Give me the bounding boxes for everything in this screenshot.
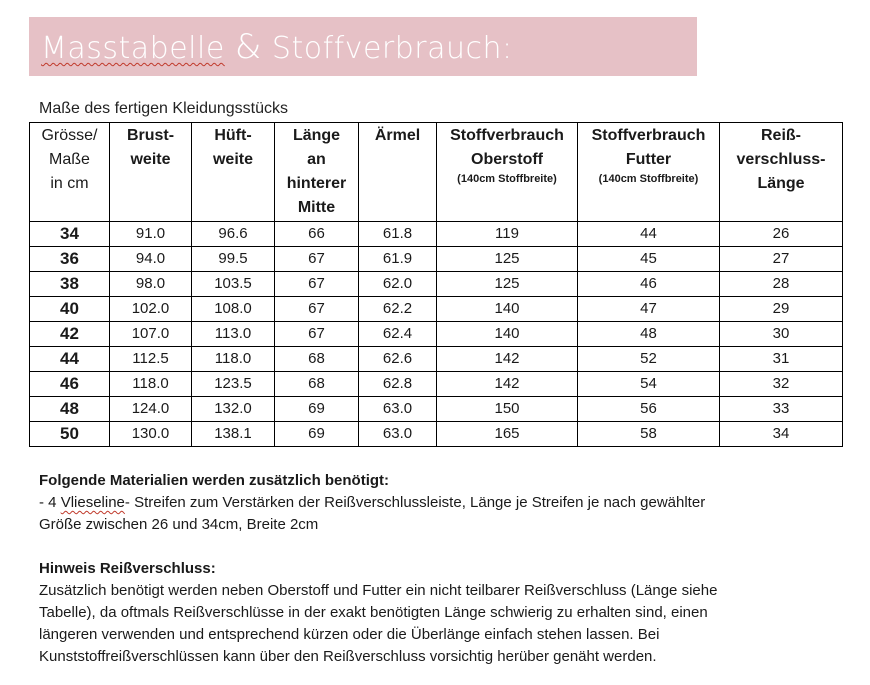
title-ampersand: & xyxy=(234,27,262,67)
table-cell: 61.9 xyxy=(359,247,437,272)
table-row xyxy=(30,322,843,347)
table-cell: 125 xyxy=(437,272,578,297)
column-header-line: Länge xyxy=(757,175,805,192)
column-header xyxy=(30,123,110,222)
size-cell: 44 xyxy=(30,347,110,372)
table-cell: 28 xyxy=(720,272,843,297)
column-header-line: Mitte xyxy=(297,199,336,216)
table-cell: 103.5 xyxy=(192,272,275,297)
table-caption: Maße des fertigen Kleidungsstücks xyxy=(39,100,289,117)
table-cell: 62.6 xyxy=(359,347,437,372)
column-header-line: Maße xyxy=(49,151,90,168)
size-cell: 48 xyxy=(30,397,110,422)
table-cell: 67 xyxy=(275,322,359,347)
table-cell: 94.0 xyxy=(110,247,192,272)
table-cell: 54 xyxy=(578,372,720,397)
table-cell: 123.5 xyxy=(192,372,275,397)
materials-line-2: Größe zwischen 26 und 34cm, Breite 2cm xyxy=(39,516,319,533)
column-header xyxy=(192,123,275,222)
table-cell: 140 xyxy=(437,297,578,322)
table-cell: 63.0 xyxy=(359,397,437,422)
materials-line-1-prefix: - 4 xyxy=(39,494,61,511)
column-header-line: Stoffverbrauch xyxy=(450,127,564,144)
table-cell: 150 xyxy=(437,397,578,422)
title-banner xyxy=(29,17,697,76)
table-cell: 67 xyxy=(275,297,359,322)
table-cell: 56 xyxy=(578,397,720,422)
column-header xyxy=(359,123,437,222)
column-header-line: Hüft- xyxy=(214,127,252,144)
column-header-line: Reiß- xyxy=(761,127,801,144)
zipper-line: Tabelle), da oftmals Reißverschlüsse in der exakt benötigten Länge schwierig zu erhalten sind, einen xyxy=(39,604,708,621)
column-header-line: an xyxy=(307,151,326,168)
table-cell: 140 xyxy=(437,322,578,347)
size-cell: 46 xyxy=(30,372,110,397)
table-cell: 99.5 xyxy=(192,247,275,272)
size-cell: 40 xyxy=(30,297,110,322)
title-part-masstabelle: Masstabelle xyxy=(41,31,225,66)
table-cell: 102.0 xyxy=(110,297,192,322)
table-cell: 47 xyxy=(578,297,720,322)
zipper-line: Kunststoffreißverschlüssen kann über den Reißverschluss vorsichtig herüber genäht werden. xyxy=(39,648,657,665)
size-table xyxy=(29,122,843,447)
table-cell: 34 xyxy=(720,422,843,447)
table-cell: 118.0 xyxy=(110,372,192,397)
table-cell: 113.0 xyxy=(192,322,275,347)
table-cell: 142 xyxy=(437,347,578,372)
table-body xyxy=(30,222,843,447)
table-cell: 31 xyxy=(720,347,843,372)
materials-heading: Folgende Materialien werden zusätzlich benötigt: xyxy=(39,472,390,489)
table-cell: 45 xyxy=(578,247,720,272)
table-cell: 138.1 xyxy=(192,422,275,447)
column-header-subtext: (140cm Stoffbreite) xyxy=(598,173,699,185)
column-header-line: Länge xyxy=(292,127,341,144)
table-cell: 33 xyxy=(720,397,843,422)
column-header-line: Ärmel xyxy=(374,127,421,144)
column-header-line: weite xyxy=(212,151,253,168)
table-cell: 130.0 xyxy=(110,422,192,447)
column-header xyxy=(275,123,359,222)
column-header-line: Stoffverbrauch xyxy=(591,127,706,144)
table-cell: 132.0 xyxy=(192,397,275,422)
column-header-line: Grösse/ xyxy=(41,127,98,144)
table-cell: 142 xyxy=(437,372,578,397)
title-part-stoffverbrauch: Stoffverbrauch: xyxy=(271,31,513,66)
column-header xyxy=(720,123,843,222)
table-cell: 32 xyxy=(720,372,843,397)
column-header xyxy=(578,123,720,222)
table-cell: 46 xyxy=(578,272,720,297)
table-cell: 124.0 xyxy=(110,397,192,422)
column-header-subtext: (140cm Stoffbreite) xyxy=(457,173,557,185)
table-cell: 165 xyxy=(437,422,578,447)
table-row xyxy=(30,422,843,447)
vlieseline-word: Vlieseline xyxy=(60,494,125,511)
table-header-row xyxy=(30,123,843,222)
table-row xyxy=(30,397,843,422)
page-title xyxy=(41,27,513,67)
notes-spacer xyxy=(39,536,839,558)
table-cell: 52 xyxy=(578,347,720,372)
size-cell: 36 xyxy=(30,247,110,272)
column-header-line: Brust- xyxy=(126,127,175,144)
table-cell: 63.0 xyxy=(359,422,437,447)
materials-line-1-rest: - Streifen zum Verstärken der Reißverschlussleiste, Länge je Streifen je nach gewählter xyxy=(124,494,706,511)
column-header-line: weite xyxy=(130,151,171,168)
table-cell: 58 xyxy=(578,422,720,447)
notes-section xyxy=(39,470,839,668)
table-cell: 48 xyxy=(578,322,720,347)
table-cell: 91.0 xyxy=(110,222,192,247)
table-row xyxy=(30,247,843,272)
size-cell: 42 xyxy=(30,322,110,347)
table-row xyxy=(30,297,843,322)
table-cell: 44 xyxy=(578,222,720,247)
table-cell: 69 xyxy=(275,422,359,447)
table-cell: 67 xyxy=(275,272,359,297)
table-row xyxy=(30,272,843,297)
table-cell: 67 xyxy=(275,247,359,272)
table-cell: 107.0 xyxy=(110,322,192,347)
table-cell: 108.0 xyxy=(192,297,275,322)
table-cell: 119 xyxy=(437,222,578,247)
zipper-heading: Hinweis Reißverschluss: xyxy=(39,560,216,577)
table-row xyxy=(30,372,843,397)
table-cell: 66 xyxy=(275,222,359,247)
column-header-line: verschluss- xyxy=(736,151,826,168)
table-cell: 118.0 xyxy=(192,347,275,372)
table-cell: 29 xyxy=(720,297,843,322)
column-header xyxy=(110,123,192,222)
table-row xyxy=(30,222,843,247)
table-cell: 98.0 xyxy=(110,272,192,297)
zipper-line: Zusätzlich benötigt werden neben Oberstoff und Futter ein nicht teilbarer Reißverschluss (Länge siehe xyxy=(39,582,718,599)
column-header-line: in cm xyxy=(50,175,89,192)
column-header-line: hinterer xyxy=(286,175,347,192)
table-cell: 27 xyxy=(720,247,843,272)
column-header-line: Oberstoff xyxy=(471,151,543,168)
materials-line-1 xyxy=(39,492,839,514)
table-cell: 62.2 xyxy=(359,297,437,322)
table-cell: 112.5 xyxy=(110,347,192,372)
table-row xyxy=(30,347,843,372)
table-cell: 62.0 xyxy=(359,272,437,297)
size-cell: 34 xyxy=(30,222,110,247)
size-cell: 38 xyxy=(30,272,110,297)
column-header-line: Futter xyxy=(625,151,672,168)
table-cell: 69 xyxy=(275,397,359,422)
table-cell: 61.8 xyxy=(359,222,437,247)
table-cell: 26 xyxy=(720,222,843,247)
table-cell: 125 xyxy=(437,247,578,272)
table-cell: 68 xyxy=(275,372,359,397)
column-header xyxy=(437,123,578,222)
table-cell: 62.4 xyxy=(359,322,437,347)
size-cell: 50 xyxy=(30,422,110,447)
table-cell: 68 xyxy=(275,347,359,372)
table-cell: 30 xyxy=(720,322,843,347)
table-cell: 96.6 xyxy=(192,222,275,247)
zipper-line: längeren verwenden und entsprechend kürzen oder die Überlänge einfach stehen lassen. Bei xyxy=(39,626,660,643)
table-cell: 62.8 xyxy=(359,372,437,397)
